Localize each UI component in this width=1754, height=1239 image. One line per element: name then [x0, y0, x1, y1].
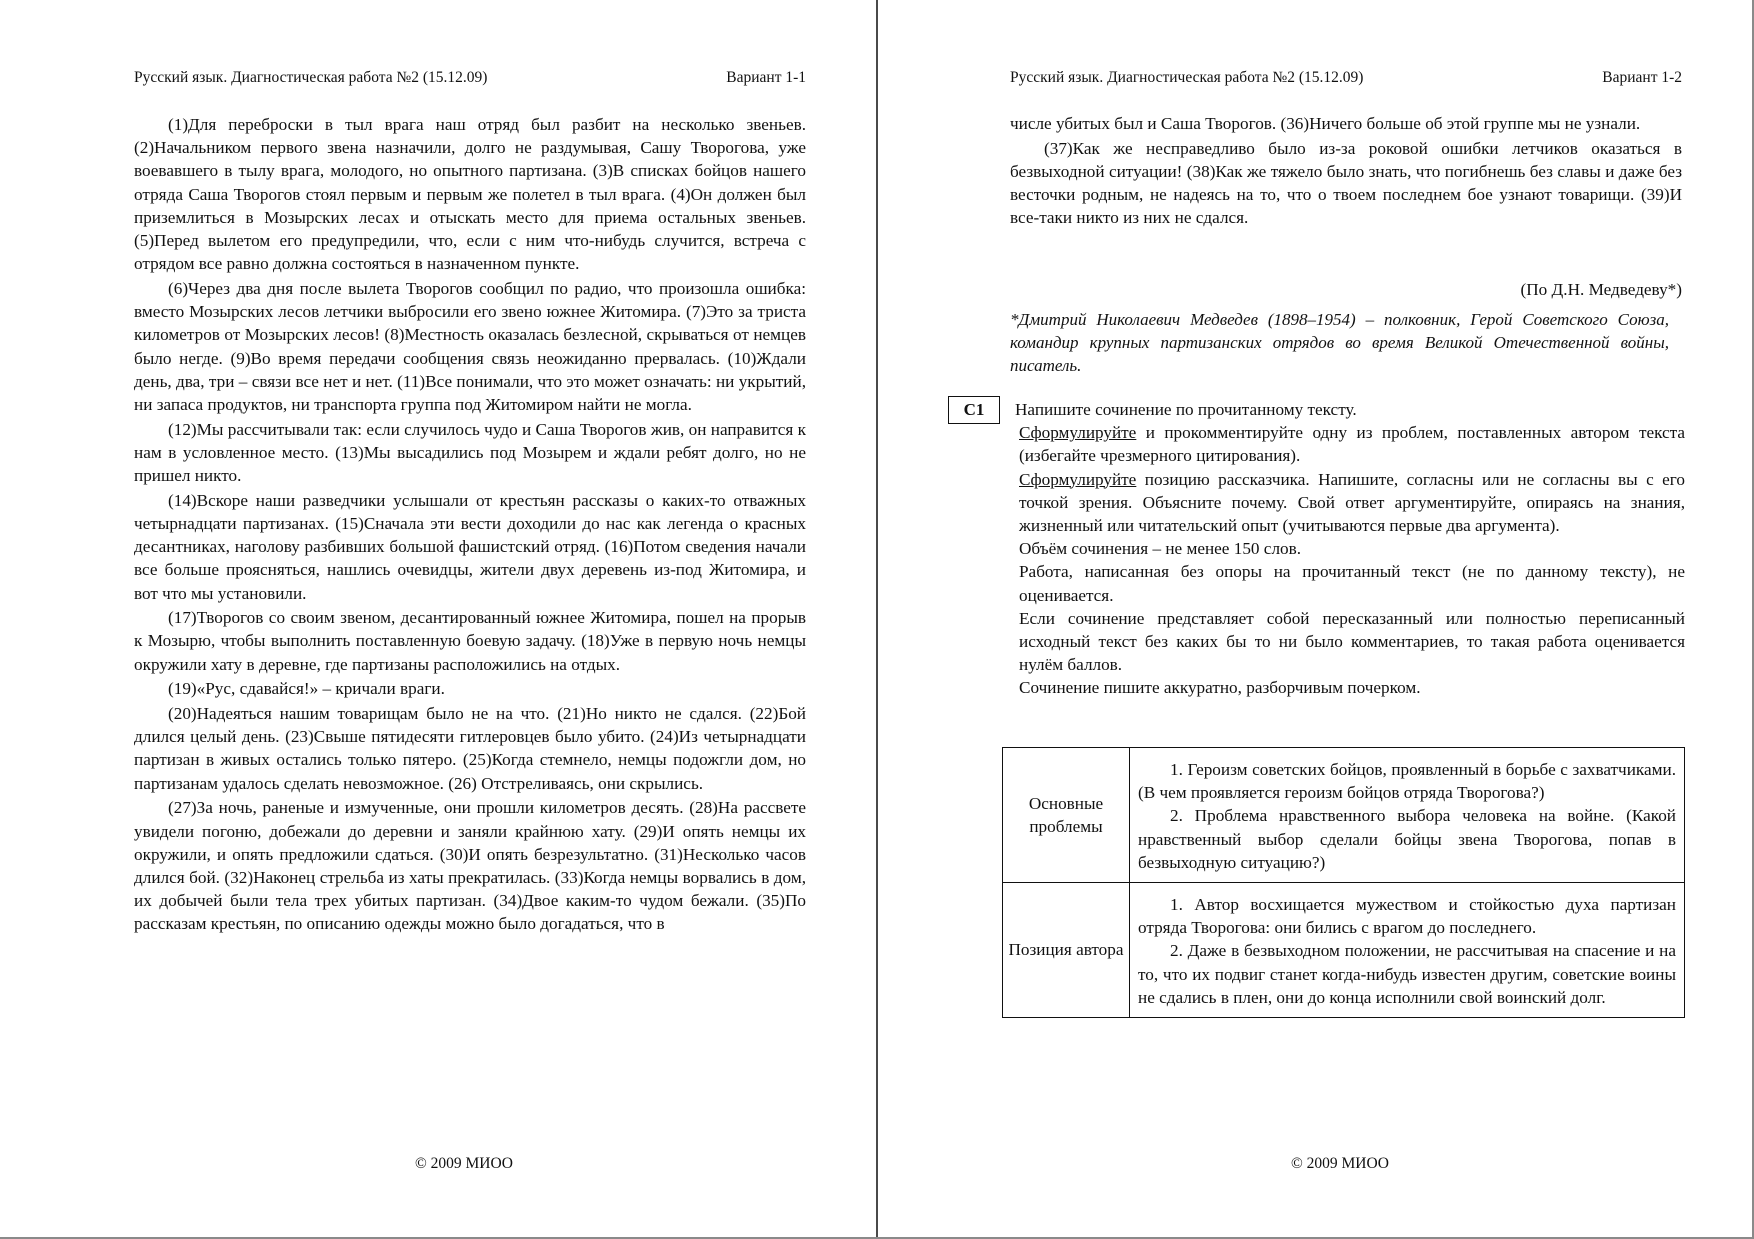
left-header-variant: Вариант 1-1: [726, 69, 806, 86]
position-item-1: 1. Автор восхищается мужеством и стойкостью духа партизан отряда Творогова: они бились с врагом до последнего.: [1138, 895, 1676, 938]
paragraph-1-5: (1)Для переброски в тыл врага наш отряд был разбит на несколько звеньев. (2)Начальником первого звена назначили, долго не раздумывая, Сашу Творогова, уже воевавшего в тылу врага, молодого, но опытного партизана. (3)В списках бойцов нашего отряда Саша Творогов стоял первым и первым же полетел в тыл врага. (4)Он должен был приземлиться в Мозырских лесах и отыскать место для приема остальных звеньев. (5)Перед вылетом его предупредили, что, если с ним что-нибудь случится, встреча с отрядом все равно должна состояться в назначенном пункте.: [134, 115, 806, 274]
criteria-label-problems: Основные проблемы: [1003, 748, 1130, 883]
criteria-label-position: Позиция автора: [1003, 883, 1130, 1018]
task-volume: Объём сочинения – не менее 150 слов.: [1019, 539, 1302, 559]
left-header-title: Русский язык. Диагностическая работа №2 (15.12.09): [134, 69, 488, 86]
task-without-basis: Работа, написанная без опоры на прочитанный текст (не по данному тексту), не оценивается.: [1019, 562, 1685, 605]
paragraph-17-18: (17)Творогов со своим звеном, десантированный южнее Житомира, пошел на прорыв к Мозырю, чтобы выполнить поставленную боевую задачу. (18)Уже в первую ночь немцы окружили хату в деревне, где партизаны расположились на отдых.: [134, 608, 806, 674]
paragraph-20-26: (20)Надеяться нашим товарищам было не на что. (21)Но никто не сдался. (22)Бой длился целый день. (23)Свыше пятидесяти гитлеровцев было убито. (24)Из четырнадцати партизан в живых остались только пятеро. (25)Когда стемнело, немцы подожгли дом, но партизанам удалось сделать невозможное. (26) Отстреливаясь, они скрылись.: [134, 704, 806, 793]
right-page-footer: © 2009 МИОО: [1291, 1155, 1389, 1172]
task-label-c1: С1: [948, 396, 1000, 424]
continuation-paragraph: числе убитых был и Саша Творогов. (36)Ничего больше об этой группе мы не узнали.: [1010, 114, 1641, 133]
task-retelling: Если сочинение представляет собой пересказанный или полностью переписанный исходный текст без каких бы то ни было комментариев, то такая работа оценивается нулём баллов.: [1019, 608, 1685, 675]
paragraph-14-16: (14)Вскоре наши разведчики услышали от крестьян рассказы о каких-то отважных четырнадцати партизанах. (15)Сначала эти вести доходили до нас как легенда о красных десантниках, наголову разбивших большой фашистский отряд. (16)Потом сведения начали все больше проясняться, нашлись очевидцы, жители двух деревень из-под Житомира, и вот что мы установили.: [134, 490, 806, 603]
problem-item-1: 1. Героизм советских бойцов, проявленный в борьбе с захватчиками. (В чем проявляется героизм бойцов отряда Творогова?): [1138, 760, 1676, 803]
criteria-table: [1002, 747, 1685, 1018]
right-header-variant: Вариант 1-2: [1602, 69, 1682, 86]
table-row: [1003, 748, 1685, 883]
paragraph-6-11: (6)Через два дня после вылета Творогов сообщил по радио, что произошла ошибка: вместо Мозырских лесов летчики выбросили его звено южнее Житомира. (7)Это за триста километров от Мозырских лесов! (8)Местность оказалась безлесной, скрываться от немцев было негде. (9)Во время передачи сообщения связь неожиданно прервалась. (10)Ждали день, два, три – связи все нет и нет. (11)Все понимали, что это может означать: ни укрытий, ни запаса продуктов, ни транспорта группа под Житомиром найти не могла.: [134, 278, 806, 414]
source-attribution: (По Д.Н. Медведеву*): [1520, 280, 1682, 299]
paragraph-27-35: (27)За ночь, раненые и измученные, они прошли километров десять. (28)На рассвете увидели погоню, добежали до деревни и заняли крайнюю хату. (29)И опять немцы их окружили, и опять предложили сдаться. (30)И опять безрезультатно. (31)Несколько часов длился бой. (32)Наконец стрельба из хаты прекратилась. (33)Когда немцы ворвались в дом, их добычей были тела трех убитых партизан. (34)Двое каким-то чудом бежали. (35)По рассказам крестьян, по описанию одежды можно было догадаться, что в: [134, 798, 806, 934]
underlined-formulate-1: Сформулируйте: [1019, 423, 1137, 443]
left-main-text: [134, 113, 806, 937]
right-header-title: Русский язык. Диагностическая работа №2 (15.12.09): [1010, 69, 1364, 86]
task-instructions: [1017, 398, 1685, 700]
table-row: [1003, 883, 1685, 1018]
paragraph-12-13: (12)Мы рассчитывали так: если случилось чудо и Саша Творогов жив, он направится к нам в условленное место. (13)Мы высадились под Мозырем и ждали ребят долго, но не пришел никто.: [134, 419, 806, 486]
left-page-footer: © 2009 МИОО: [415, 1155, 513, 1172]
criteria-content-position: [1130, 883, 1685, 1018]
underlined-formulate-2: Сформулируйте: [1019, 469, 1137, 489]
task-neatness: Сочинение пишите аккуратно, разборчивым почерком.: [1019, 678, 1421, 698]
problem-item-2: 2. Проблема нравственного выбора человека на войне. (Какой нравственный выбор сделали бойцы звена Творогова, попав в безвыходную ситуацию?): [1138, 806, 1676, 872]
right-main-text: [1010, 112, 1682, 299]
task-formulate-problem: [1017, 421, 1685, 467]
author-footnote: *Дмитрий Николаевич Медведев (1898–1954) – полковник, Герой Советского Союза, командир крупных партизанских отрядов во время Великой Отечественной войны, писатель.: [1010, 310, 1669, 376]
criteria-content-problems: [1130, 748, 1685, 883]
paragraph-37-39: (37)Как же несправедливо было из-за роковой ошибки летчиков оказаться в безвыходной ситуации! (38)Как же тяжело было знать, что погибнешь без славы и даже без весточки родным, не надеясь на то, что о твоем последнем бое узнают товарищи. (39)И все-таки никто из них не сдался.: [1010, 138, 1682, 228]
position-item-2: 2. Даже в безвыходном положении, не рассчитывая на спасение и на то, что их подвиг станет когда-нибудь известен другим, советские воины не сдались в плен, они до конца исполнили свой воинский долг.: [1138, 941, 1676, 1007]
paragraph-19: (19)«Рус, сдавайся!» – кричали враги.: [168, 679, 445, 699]
task-formulate-position: [1017, 468, 1685, 538]
task-intro: Напишите сочинение по прочитанному тексту.: [1015, 400, 1357, 419]
formulate-position-text: позицию рассказчика. Напишите, согласны или не согласны вы с его точкой зрения. Объясните почему. Свой ответ аргументируйте, опираясь на знания, жизненный или читательский опыт (учитываются первые два аргумента).: [1019, 469, 1685, 536]
formulate-problem-text: и прокомментируйте одну из проблем, поставленных автором текста (избегайте чрезмерного цитирования).: [1019, 423, 1685, 466]
